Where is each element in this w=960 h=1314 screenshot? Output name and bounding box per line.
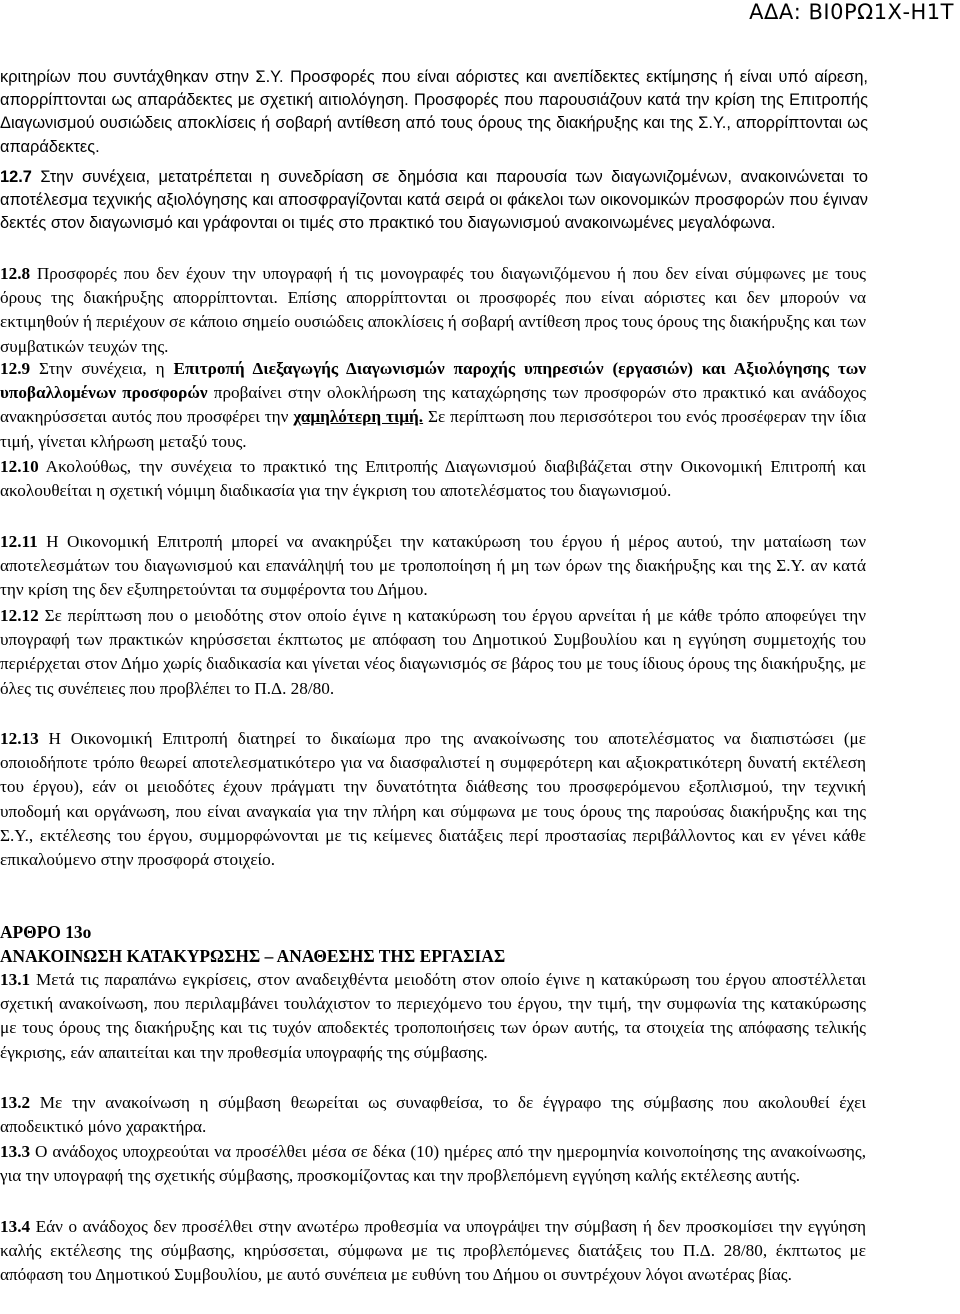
paragraph-text: Στην συνέχεια, η [30, 359, 174, 378]
section-number: 12.7 [0, 168, 32, 186]
section-number: 13.3 [0, 1142, 31, 1161]
paragraph-text: Εάν ο ανάδοχος δεν προσέλθει στην ανωτέρω προθεσμία να υπογράψει την σύμβαση ή δεν προσκομίσει την εγγύηση καλής εκτέλεσης της σύμβασης, κηρύσσεται, σύμφωνα με τις προβλεπόμενες διατάξεις του Π.Δ. 28/80, έκπτωτος με απόφαση του Δημοτικού Συμβουλίου, με αυτό συνέπεια με ευθύνη του Δήμου οι συντρέχουν λόγοι ανωτέρας βίας. [0, 1217, 866, 1285]
paragraph-12-11 [0, 530, 866, 603]
paragraph-12-7 [0, 166, 868, 236]
lowest-price-emphasis: χαμηλότερη τιμή. [293, 407, 424, 427]
paragraph-text: Ο ανάδοχος υποχρεούται να προσέλθει μέσα σε δέκα (10) ημέρες από την ημερομηνία κοινοποίησης της ανακοίνωσης, για την υπογραφή της σχετικής σύμβασης, προσκομίζοντας και την προβλεπόμενη εγγύηση καλής εκτέλεσης αυτής. [0, 1142, 866, 1186]
section-number: 12.9 [0, 359, 31, 378]
paragraph-text: Η Οικονομική Επιτροπή μπορεί να ανακηρύξει την κατακύρωση του έργου ή μέρος αυτού, την ματαίωση των αποτελεσμάτων του διαγωνισμού και επανάληψή του με τροποποίηση ή μη των όρων της διακήρυξης και της Σ.Υ. αν κατά την κρίση της δεν εξυπηρετούνται τα συμφέροντα του Δήμου. [0, 532, 866, 600]
paragraph-text: Στην συνέχεια, μετατρέπεται η συνεδρίαση σε δημόσια και παρουσία των διαγωνιζομένων, ανακοινώνεται το αποτέλεσμα τεχνικής αξιολόγησης και αποσφραγίζονται κατά σειρά οι φάκελοι των οικονομικών προσφορών που έγιναν δεκτές στον διαγωνισμό και γράφονται οι τιμές στο πρακτικό του διαγωνισμού ανακοινωμένες μεγαλόφωνα. [0, 168, 868, 233]
paragraph-12-13 [0, 727, 866, 872]
paragraph-12-12 [0, 604, 866, 701]
article-subtitle: ΑΝΑΚΟΙΝΩΣΗ ΚΑΤΑΚΥΡΩΣΗΣ – ΑΝΑΘΕΣΗΣ ΤΗΣ ΕΡΓΑΣΙΑΣ [0, 946, 506, 966]
section-number: 12.12 [0, 606, 39, 625]
paragraph-text: Μετά τις παραπάνω εγκρίσεις, στον αναδειχθέντα μειοδότη στον οποίο έγινε η κατακύρωση του έργου αποστέλλεται σχετική ανακοίνωση, που περιλαμβάνει τουλάχιστον το περιεχόμενο του έργου, την τιμή, την συμφωνία της κατακύρωσης με τους όρους της διακήρυξης και τις τυχόν αποδεκτές τροποποιήσεις των όρων αυτής, τα στοιχεία της απόφασης τελικής έγκρισης, εάν απαιτείται και την προθεσμία υπογραφής της σύμβασης. [0, 970, 866, 1062]
paragraph-text: Με την ανακοίνωση η σύμβαση θεωρείται ως συναφθείσα, το δε έγγραφο της σύμβασης που ακολουθεί έχει αποδεικτικό μόνο χαρακτήρα. [0, 1093, 866, 1137]
paragraph-text: Η Οικονομική Επιτροπή διατηρεί το δικαίωμα προ της ανακοίνωσης του αποτελέσματος να διαπιστώσει (με οποιοδήποτε τρόπο θεωρεί αποτελεσματικότερο για να διασφαλιστεί η συμφερότερη και αξιοκρατικότερη δυνατή εκτέλεση του έργου), εάν οι μειοδότες έχουν πράγματι την δυνατότητα διάθεσης του προσφερόμενου εξοπλισμού, την τεχνική υποδομή και οργάνωση, που είναι αναγκαία για την πλήρη και σύμφωνα με τους όρους της παρούσας διακήρυξης και της Σ.Υ., εκτέλεσης του έργου, συμμορφώνονται με τις κείμενες διατάξεις περί προστασίας περιβάλλοντος και εν γένει κάθε επικαλούμενο στην προσφορά στοιχείο. [0, 729, 866, 870]
section-number: 13.4 [0, 1217, 31, 1236]
article-title: ΑΡΘΡΟ 13ο [0, 922, 92, 942]
paragraph-text: προβαίνει στην ολοκλήρωση της καταχώρησης των προσφορών στο πρακτικό και ανάδοχος ανακηρύσσεται αυτός που προσφέρει την [0, 383, 867, 427]
paragraph-13-3 [0, 1140, 866, 1188]
section-number: 13.1 [0, 970, 31, 989]
paragraph-12-8 [0, 262, 866, 359]
section-number: 13.2 [0, 1093, 31, 1112]
paragraph-text: Σε περίπτωση που περισσότεροι του ενός προσέφεραν την ίδια τιμή, γίνεται κλήρωση μεταξύ τους. [0, 407, 866, 451]
paragraph-text: Σε περίπτωση που ο μειοδότης στον οποίο έγινε η κατακύρωση του έργου αρνείται ή με κάθε τρόπο αποφεύγει την υπογραφή των πρακτικών κηρύσσεται έκπτωτος με απόφαση του Δημοτικού Συμβουλίου και η εγγύηση συμμετοχής του περιέρχεται στον Δήμο χωρίς διαδικασία και γίνεται νέος διαγωνισμός σε βάρος του με τους ίδιους όρους της διακήρυξης, με όλες τις συνέπειες που προβλέπει το Π.Δ. 28/80. [0, 606, 866, 698]
paragraph-text: Ακολούθως, την συνέχεια το πρακτικό της Επιτροπής Διαγωνισμού διαβιβάζεται στην Οικονομική Επιτροπή και ακολουθείται η σχετική νόμιμη διαδικασία για την έγκριση του αποτελέσματος του διαγωνισμού. [0, 457, 866, 501]
paragraph-12-9 [0, 357, 866, 454]
paragraph-13-2 [0, 1091, 866, 1139]
section-number: 12.8 [0, 264, 31, 283]
paragraph-12-10 [0, 455, 866, 503]
committee-name: Επιτροπή Διεξαγωγής Διαγωνισμών παροχής υπηρεσιών (εργασιών) και Αξιολόγησης των υποβαλλομένων προσφορών [0, 359, 866, 403]
ada-code: ΑΔΑ: ΒΙ0ΡΩ1Χ-Η1Τ [749, 0, 954, 24]
paragraph-intro: κριτηρίων που συντάχθηκαν στην Σ.Υ. Προσφορές που είναι αόριστες και ανεπίδεκτες εκτίμησης ή είναι υπό αίρεση, απορρίπτονται ως απαράδεκτες με σχετική αιτιολόγηση. Προσφορές που παρουσιάζουν κατά την κρίση της Επιτροπής Διαγωνισμού ουσιώδεις αποκλίσεις ή σοβαρή αντίθεση από τους όρους της διακήρυξης και της Σ.Υ., απορρίπτονται ως απαράδεκτες. [0, 68, 868, 156]
section-number: 12.11 [0, 532, 38, 551]
section-number: 12.13 [0, 729, 39, 748]
section-number: 12.10 [0, 457, 39, 476]
paragraph-text: Προσφορές που δεν έχουν την υπογραφή ή τις μονογραφές του διαγωνιζόμενου ή που δεν είναι σύμφωνες με τους όρους της διακήρυξης απορρίπτονται. Επίσης απορρίπτονται οι προσφορές που είναι αόριστες και δεν μπορούν να εκτιμηθούν ή περιέχουν σε κάποιο σημείο ουσιώδεις αποκλίσεις ή σοβαρή αντίθεση προς τους όρους της διακήρυξης και των συμβατικών τευχών της. [0, 264, 866, 356]
paragraph-13-4 [0, 1215, 866, 1288]
paragraph-13-1 [0, 968, 866, 1065]
